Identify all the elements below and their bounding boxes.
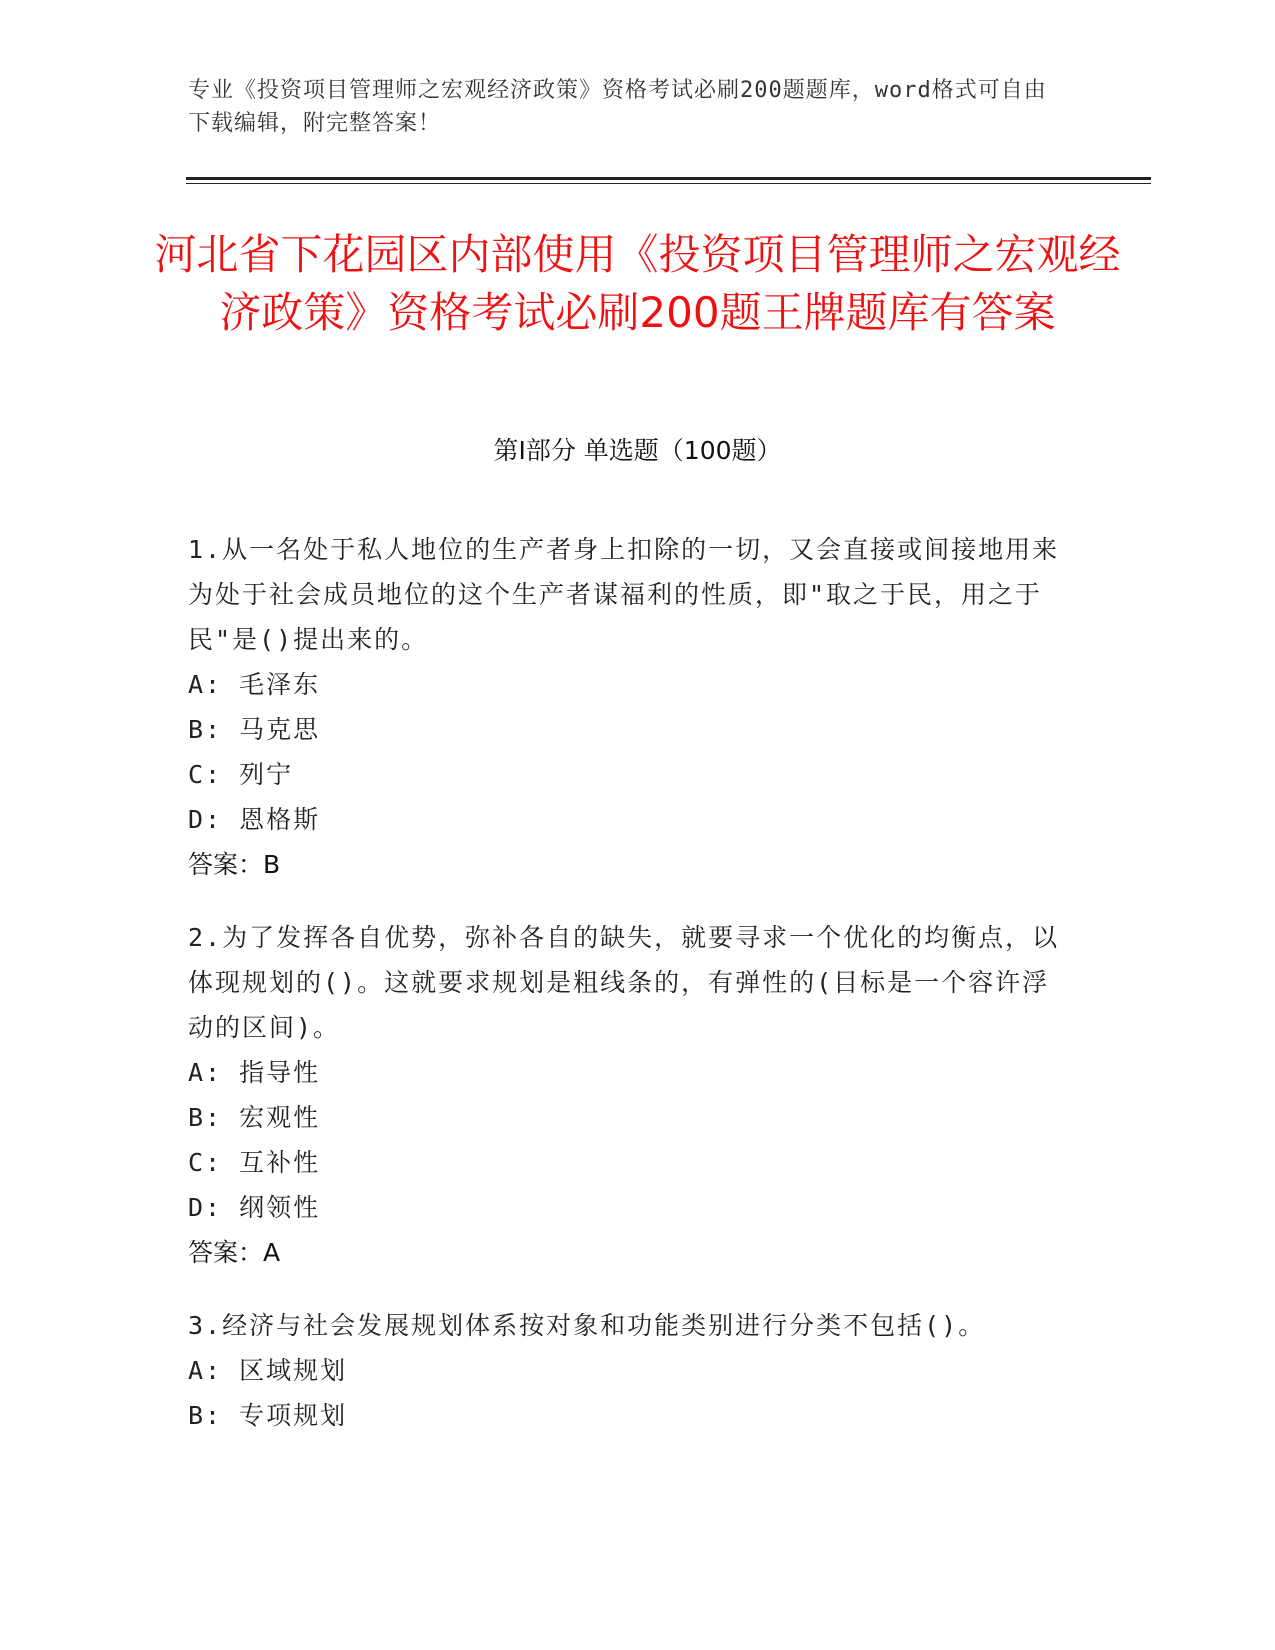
option-c: C: 列宁 — [188, 760, 294, 789]
question-3 — [188, 1303, 1068, 1438]
question-2 — [188, 915, 1068, 1275]
question-stem: 1.从一名处于私人地位的生产者身上扣除的一切，又会直接或间接地用来为处于社会成员地位的这个生产者谋福利的性质，即"取之于民，用之于民"是()提出来的。 — [188, 535, 1060, 654]
question-list — [188, 527, 1068, 1466]
option-a: A: 区域规划 — [188, 1356, 348, 1385]
option-d: D: 纲领性 — [188, 1193, 321, 1222]
section-title: 第Ⅰ部分 单选题（100题） — [493, 436, 782, 465]
question-1 — [188, 527, 1068, 887]
header-rule-thin — [186, 183, 1151, 184]
option-b: B: 专项规划 — [188, 1401, 348, 1430]
option-b: B: 马克思 — [188, 715, 321, 744]
document-title: 河北省下花园区内部使用《投资项目管理师之宏观经济政策》资格考试必刷200题王牌题库有答案 — [154, 230, 1121, 337]
option-c: C: 互补性 — [188, 1148, 321, 1177]
question-stem: 3.经济与社会发展规划体系按对象和功能类别进行分类不包括()。 — [188, 1311, 986, 1340]
header-note: 专业《投资项目管理师之宏观经济政策》资格考试必刷200题题库，word格式可自由下载编辑，附完整答案！ — [188, 78, 1047, 136]
question-stem: 2.为了发挥各自优势，弥补各自的缺失，就要寻求一个优化的均衡点，以体现规划的()。这就要求规划是粗线条的，有弹性的(目标是一个容许浮动的区间)。 — [188, 923, 1060, 1042]
option-a: A: 指导性 — [188, 1058, 321, 1087]
option-b: B: 宏观性 — [188, 1103, 321, 1132]
option-a: A: 毛泽东 — [188, 670, 321, 699]
answer-text: 答案：B — [188, 850, 281, 879]
option-d: D: 恩格斯 — [188, 805, 321, 834]
header-rule-thick — [186, 177, 1151, 180]
answer-text: 答案：A — [188, 1238, 281, 1267]
